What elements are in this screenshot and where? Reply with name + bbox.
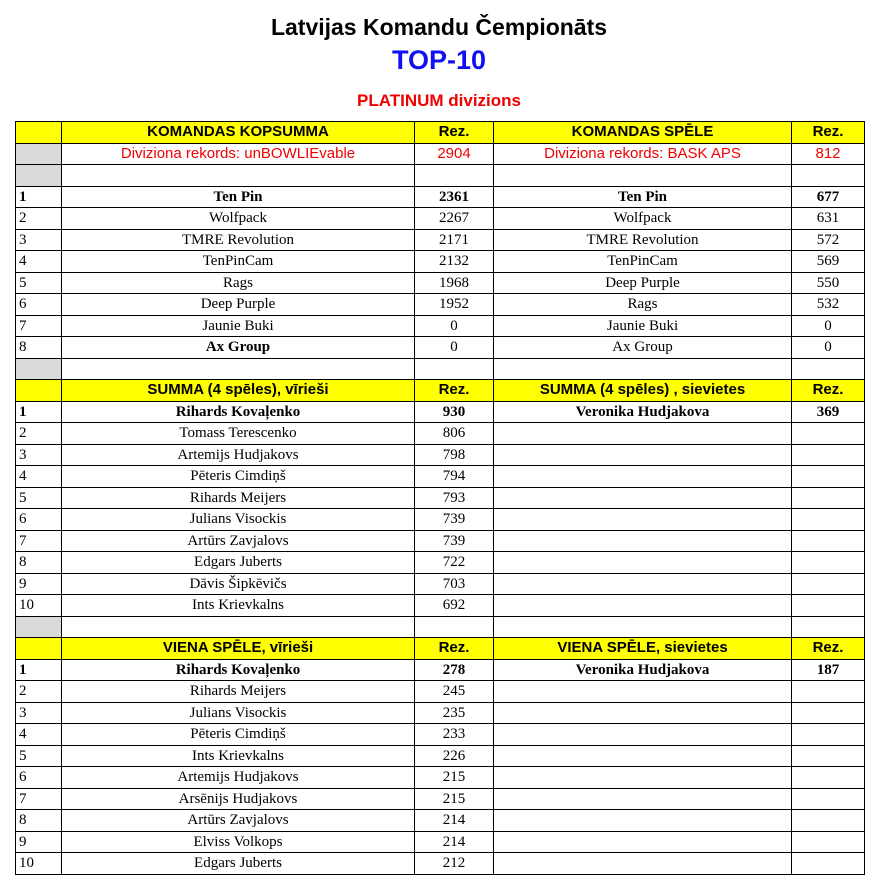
name-cell — [494, 530, 792, 552]
name-cell: Rihards Meijers — [62, 487, 415, 509]
empty-cell — [62, 616, 415, 638]
record-left: Diviziona rekords: unBOWLIEvable — [62, 143, 415, 165]
rank-cell: 6 — [16, 767, 62, 789]
name-cell: Ten Pin — [494, 186, 792, 208]
empty-cell — [62, 358, 415, 380]
result-cell: 2267 — [415, 208, 494, 230]
table-row — [16, 831, 865, 853]
name-cell: TMRE Revolution — [62, 229, 415, 251]
rank-cell: 10 — [16, 595, 62, 617]
rank-cell: 1 — [16, 401, 62, 423]
result-cell — [792, 853, 865, 875]
table-row — [16, 745, 865, 767]
result-cell: 0 — [415, 337, 494, 359]
empty-cell — [494, 358, 792, 380]
name-cell: Dāvis Šipkēvičs — [62, 573, 415, 595]
result-cell: 806 — [415, 423, 494, 445]
record-blank-cell — [16, 143, 62, 165]
name-cell: Artemijs Hudjakovs — [62, 767, 415, 789]
name-cell — [494, 853, 792, 875]
name-cell: Pēteris Cimdiņš — [62, 724, 415, 746]
result-cell: 677 — [792, 186, 865, 208]
rank-cell: 9 — [16, 573, 62, 595]
table-row — [16, 251, 865, 273]
result-cell: 233 — [415, 724, 494, 746]
result-cell: 2132 — [415, 251, 494, 273]
result-cell: 798 — [415, 444, 494, 466]
rank-cell: 5 — [16, 745, 62, 767]
rank-cell: 6 — [16, 509, 62, 531]
right-section-header: SUMMA (4 spēles) , sievietes — [494, 380, 792, 402]
table-row — [16, 853, 865, 875]
name-cell: Ax Group — [62, 337, 415, 359]
name-cell: Julians Visockis — [62, 702, 415, 724]
result-cell: 212 — [415, 853, 494, 875]
name-cell: Rihards Kovaļenko — [62, 401, 415, 423]
result-cell: 692 — [415, 595, 494, 617]
record-right: Diviziona rekords: BASK APS — [494, 143, 792, 165]
name-cell: Pēteris Cimdiņš — [62, 466, 415, 488]
result-cell — [792, 745, 865, 767]
result-cell — [792, 573, 865, 595]
page-title: Latvijas Komandu Čempionāts — [270, 14, 608, 40]
name-cell — [494, 788, 792, 810]
result-cell — [792, 423, 865, 445]
table-row — [16, 552, 865, 574]
empty-cell — [494, 165, 792, 187]
right-rez-header: Rez. — [792, 380, 865, 402]
result-cell — [792, 810, 865, 832]
table-row — [16, 294, 865, 316]
rank-cell: 7 — [16, 315, 62, 337]
result-cell — [792, 831, 865, 853]
table-row — [16, 315, 865, 337]
table-row — [16, 466, 865, 488]
rank-cell: 1 — [16, 186, 62, 208]
result-cell: 235 — [415, 702, 494, 724]
name-cell: Edgars Juberts — [62, 853, 415, 875]
rank-cell: 8 — [16, 337, 62, 359]
empty-cell — [16, 165, 62, 187]
name-cell: Deep Purple — [494, 272, 792, 294]
table-row — [16, 444, 865, 466]
page-subtitle: TOP-10 — [391, 45, 487, 75]
section-header-row — [16, 122, 865, 144]
left-rez-header: Rez. — [415, 380, 494, 402]
table-row — [16, 724, 865, 746]
record-right-value: 812 — [792, 143, 865, 165]
rank-cell: 10 — [16, 853, 62, 875]
name-cell — [494, 487, 792, 509]
result-cell: 226 — [415, 745, 494, 767]
empty-cell — [792, 165, 865, 187]
result-cell: 278 — [415, 659, 494, 681]
result-cell: 572 — [792, 229, 865, 251]
name-cell: Artūrs Zavjalovs — [62, 530, 415, 552]
rank-cell: 9 — [16, 831, 62, 853]
result-cell — [792, 487, 865, 509]
rank-cell: 6 — [16, 294, 62, 316]
result-cell: 739 — [415, 530, 494, 552]
name-cell — [494, 509, 792, 531]
result-cell: 0 — [415, 315, 494, 337]
left-rez-header: Rez. — [415, 122, 494, 144]
table-row — [16, 272, 865, 294]
rank-cell: 8 — [16, 810, 62, 832]
empty-cell — [415, 165, 494, 187]
result-cell: 703 — [415, 573, 494, 595]
table-row — [16, 337, 865, 359]
table-row — [16, 702, 865, 724]
name-cell — [494, 745, 792, 767]
name-cell: Edgars Juberts — [62, 552, 415, 574]
empty-cell — [62, 165, 415, 187]
table-row — [16, 659, 865, 681]
name-cell: TenPinCam — [494, 251, 792, 273]
name-cell: Rags — [62, 272, 415, 294]
name-cell — [494, 573, 792, 595]
rank-cell: 4 — [16, 251, 62, 273]
name-cell: Artūrs Zavjalovs — [62, 810, 415, 832]
empty-cell — [415, 358, 494, 380]
result-cell: 794 — [415, 466, 494, 488]
name-cell: Ten Pin — [62, 186, 415, 208]
name-cell — [494, 831, 792, 853]
result-cell — [792, 681, 865, 703]
right-rez-header: Rez. — [792, 122, 865, 144]
name-cell: Veronika Hudjakova — [494, 401, 792, 423]
empty-cell — [16, 616, 62, 638]
result-cell — [792, 552, 865, 574]
section-header-row — [16, 380, 865, 402]
result-cell: 1952 — [415, 294, 494, 316]
table-row — [16, 229, 865, 251]
name-cell — [494, 423, 792, 445]
result-cell: 532 — [792, 294, 865, 316]
right-section-header: VIENA SPĒLE, sievietes — [494, 638, 792, 660]
rank-cell: 3 — [16, 229, 62, 251]
result-cell — [792, 444, 865, 466]
rank-cell: 2 — [16, 423, 62, 445]
left-section-header: KOMANDAS KOPSUMMA — [62, 122, 415, 144]
spacer-row — [16, 616, 865, 638]
table-row — [16, 208, 865, 230]
result-cell — [792, 724, 865, 746]
section-header-row — [16, 638, 865, 660]
rank-cell: 1 — [16, 659, 62, 681]
division-record-row — [16, 143, 865, 165]
result-cell: 550 — [792, 272, 865, 294]
table-row — [16, 573, 865, 595]
table-row — [16, 186, 865, 208]
spacer-row — [16, 358, 865, 380]
result-cell: 369 — [792, 401, 865, 423]
result-cell — [792, 595, 865, 617]
result-cell: 569 — [792, 251, 865, 273]
empty-cell — [792, 358, 865, 380]
name-cell: Artemijs Hudjakovs — [62, 444, 415, 466]
name-cell: Arsēnijs Hudjakovs — [62, 788, 415, 810]
name-cell: Tomass Terescenko — [62, 423, 415, 445]
name-cell — [494, 595, 792, 617]
table-row — [16, 423, 865, 445]
result-cell — [792, 788, 865, 810]
header-blank-cell — [16, 380, 62, 402]
name-cell: Ax Group — [494, 337, 792, 359]
result-cell — [792, 509, 865, 531]
result-cell: 739 — [415, 509, 494, 531]
rank-cell: 4 — [16, 724, 62, 746]
empty-cell — [494, 616, 792, 638]
spacer-row — [16, 165, 865, 187]
name-cell: Jaunie Buki — [494, 315, 792, 337]
table-row — [16, 595, 865, 617]
result-cell: 722 — [415, 552, 494, 574]
result-cell: 215 — [415, 767, 494, 789]
rank-cell: 4 — [16, 466, 62, 488]
left-rez-header: Rez. — [415, 638, 494, 660]
name-cell — [494, 681, 792, 703]
name-cell: Rihards Kovaļenko — [62, 659, 415, 681]
table-row — [16, 509, 865, 531]
name-cell: Rags — [494, 294, 792, 316]
name-cell: Deep Purple — [62, 294, 415, 316]
result-cell: 0 — [792, 337, 865, 359]
empty-cell — [415, 616, 494, 638]
rank-cell: 5 — [16, 272, 62, 294]
right-rez-header: Rez. — [792, 638, 865, 660]
result-cell: 2361 — [415, 186, 494, 208]
name-cell: Veronika Hudjakova — [494, 659, 792, 681]
table-row — [16, 767, 865, 789]
rank-cell: 5 — [16, 487, 62, 509]
rank-cell: 8 — [16, 552, 62, 574]
result-cell: 930 — [415, 401, 494, 423]
rank-cell: 3 — [16, 702, 62, 724]
name-cell: Rihards Meijers — [62, 681, 415, 703]
table-row — [16, 810, 865, 832]
name-cell: TMRE Revolution — [494, 229, 792, 251]
name-cell — [494, 724, 792, 746]
rank-cell: 2 — [16, 208, 62, 230]
result-cell — [792, 767, 865, 789]
name-cell: TenPinCam — [62, 251, 415, 273]
name-cell: Wolfpack — [494, 208, 792, 230]
result-cell: 793 — [415, 487, 494, 509]
rank-cell: 7 — [16, 530, 62, 552]
empty-cell — [792, 616, 865, 638]
name-cell — [494, 552, 792, 574]
name-cell: Julians Visockis — [62, 509, 415, 531]
name-cell — [494, 702, 792, 724]
name-cell: Jaunie Buki — [62, 315, 415, 337]
result-cell: 214 — [415, 810, 494, 832]
name-cell — [494, 767, 792, 789]
header-blank-cell — [16, 122, 62, 144]
rank-cell: 7 — [16, 788, 62, 810]
name-cell: Elviss Volkops — [62, 831, 415, 853]
result-cell — [792, 702, 865, 724]
result-cell: 214 — [415, 831, 494, 853]
name-cell — [494, 810, 792, 832]
header-blank-cell — [16, 638, 62, 660]
results-table — [15, 121, 865, 875]
name-cell — [494, 444, 792, 466]
left-section-header: VIENA SPĒLE, vīrieši — [62, 638, 415, 660]
table-row — [16, 487, 865, 509]
result-cell: 245 — [415, 681, 494, 703]
result-cell — [792, 530, 865, 552]
result-cell: 631 — [792, 208, 865, 230]
table-row — [16, 681, 865, 703]
table-row — [16, 788, 865, 810]
name-cell: Wolfpack — [62, 208, 415, 230]
name-cell: Ints Krievkalns — [62, 595, 415, 617]
name-cell: Ints Krievkalns — [62, 745, 415, 767]
table-row — [16, 530, 865, 552]
table-row — [16, 401, 865, 423]
empty-cell — [16, 358, 62, 380]
left-section-header: SUMMA (4 spēles), vīrieši — [62, 380, 415, 402]
result-cell: 0 — [792, 315, 865, 337]
result-cell: 215 — [415, 788, 494, 810]
result-cell — [792, 466, 865, 488]
division-label: PLATINUM divizions — [356, 91, 521, 110]
result-cell: 187 — [792, 659, 865, 681]
result-cell: 1968 — [415, 272, 494, 294]
record-left-value: 2904 — [415, 143, 494, 165]
result-cell: 2171 — [415, 229, 494, 251]
rank-cell: 3 — [16, 444, 62, 466]
rank-cell: 2 — [16, 681, 62, 703]
name-cell — [494, 466, 792, 488]
right-section-header: KOMANDAS SPĒLE — [494, 122, 792, 144]
